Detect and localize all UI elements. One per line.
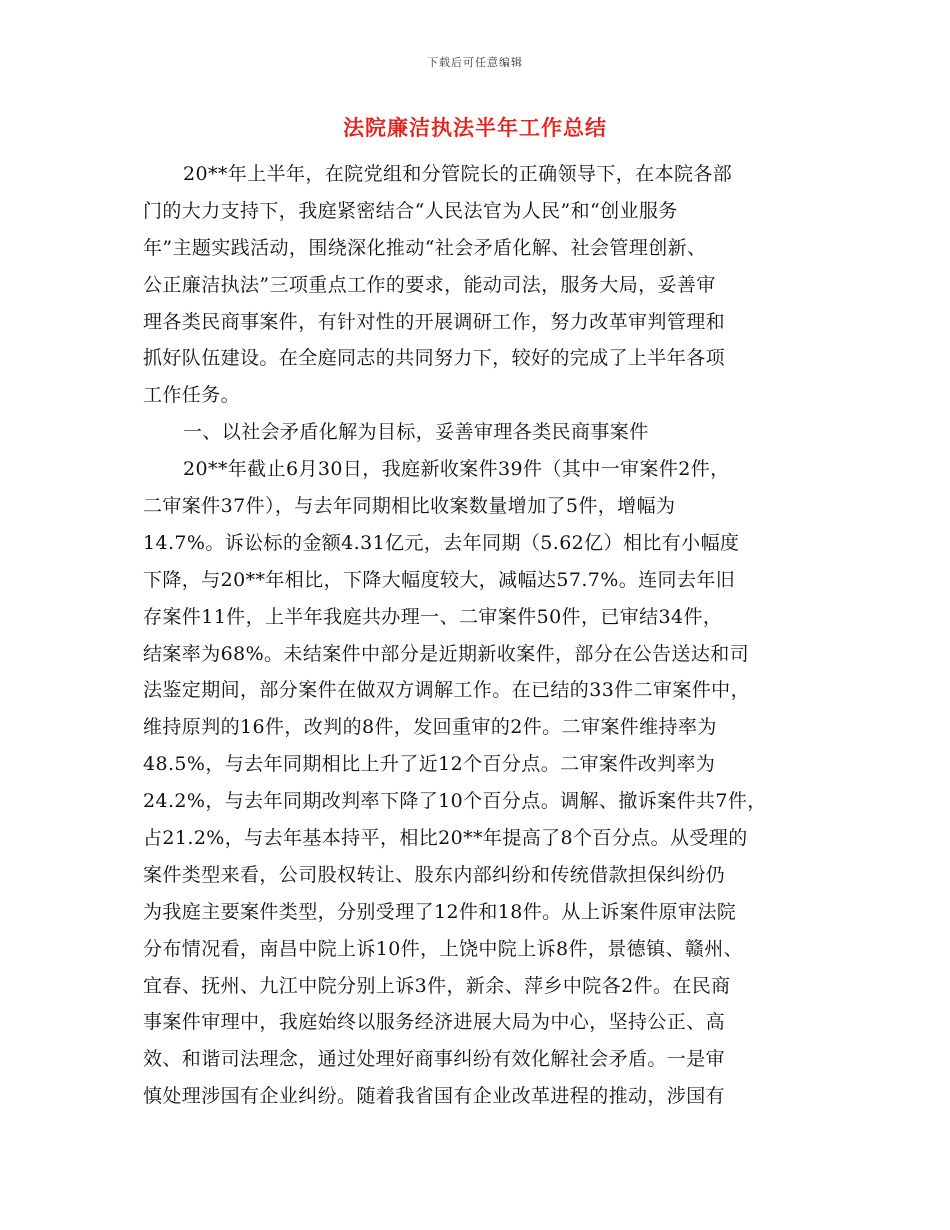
- paragraph-line: 法鉴定期间，部分案件在做双方调解工作。在已结的33件二审案件中，: [143, 679, 750, 702]
- paragraph-line: 下降，与20**年相比，下降大幅度较大，减幅达57.7%。连同去年旧: [143, 568, 736, 591]
- paragraph-line: 效、和谐司法理念，通过处理好商事纠纷有效化解社会矛盾。一是审: [143, 1048, 726, 1071]
- paragraph-line: 案件类型来看，公司股权转让、股东内部纠纷和传统借款担保纠纷仍: [143, 863, 726, 886]
- paragraph-line: 14.7%。诉讼标的金额4.31亿元，去年同期（5.62亿）相比有小幅度: [143, 531, 740, 554]
- paragraph-line: 分布情况看，南昌中院上诉10件，上饶中院上诉8件，景德镇、赣州、: [143, 937, 744, 960]
- paragraph-line: 存案件11件，上半年我庭共办理一、二审案件50件，已审结34件，: [143, 605, 723, 628]
- paragraph-line: 门的大力支持下，我庭紧密结合“人民法官为人民”和“创业服务: [143, 199, 678, 222]
- paragraph-line: 结案率为68%。未结案件中部分是近期新收案件，部分在公告送达和司: [143, 642, 750, 665]
- header-note: 下载后可任意编辑: [427, 56, 523, 69]
- paragraph-line: 为我庭主要案件类型，分别受理了12件和18件。从上诉案件原审法院: [143, 900, 737, 923]
- paragraph-line: 20**年上半年，在院党组和分管院长的正确领导下，在本院各部: [183, 163, 733, 185]
- document-body: [143, 156, 813, 1115]
- paragraph-line: 维持原判的16件，改判的8件，发回重审的2件。二审案件维持率为: [143, 716, 717, 739]
- paragraph-line: 公正廉洁执法”三项重点工作的要求，能动司法，服务大局，妥善审: [143, 273, 716, 296]
- paragraph-line: 二审案件37件），与去年同期相比收案数量增加了5件，增幅为: [143, 495, 676, 518]
- paragraph-line: 占21.2%，与去年基本持平，相比20**年提高了8个百分点。从受理的: [143, 827, 748, 850]
- paragraph-line: 48.5%，与去年同期相比上升了近12个百分点。二审案件改判率为: [143, 753, 716, 776]
- section-heading: 一、以社会矛盾化解为目标，妥善审理各类民商事案件: [183, 421, 649, 444]
- paragraph-line: 慎处理涉国有企业纠纷。随着我省国有企业改革进程的推动，涉国有: [143, 1085, 726, 1108]
- document-title: 法院廉洁执法半年工作总结: [343, 115, 607, 140]
- paragraph-line: 抓好队伍建设。在全庭同志的共同努力下，较好的完成了上半年各项: [143, 347, 726, 370]
- paragraph-line: 事案件审理中，我庭始终以服务经济进展大局为中心，坚持公正、高: [143, 1011, 726, 1034]
- paragraph-line: 理各类民商事案件，有针对性的开展调研工作，努力改革审判管理和: [143, 310, 726, 333]
- paragraph-line: 20**年截止6月30日，我庭新收案件39件（其中一审案件2件，: [183, 458, 730, 481]
- paragraph-line: 工作任务。: [143, 384, 241, 407]
- paragraph-line: 年”主题实践活动，围绕深化推动“社会矛盾化解、社会管理创新、: [143, 236, 707, 259]
- paragraph-line: 宜春、抚州、九江中院分别上诉3件，新余、萍乡中院各2件。在民商: [143, 974, 731, 997]
- paragraph-line: 24.2%，与去年同期改判率下降了10个百分点。调解、撤诉案件共7件，: [143, 790, 767, 813]
